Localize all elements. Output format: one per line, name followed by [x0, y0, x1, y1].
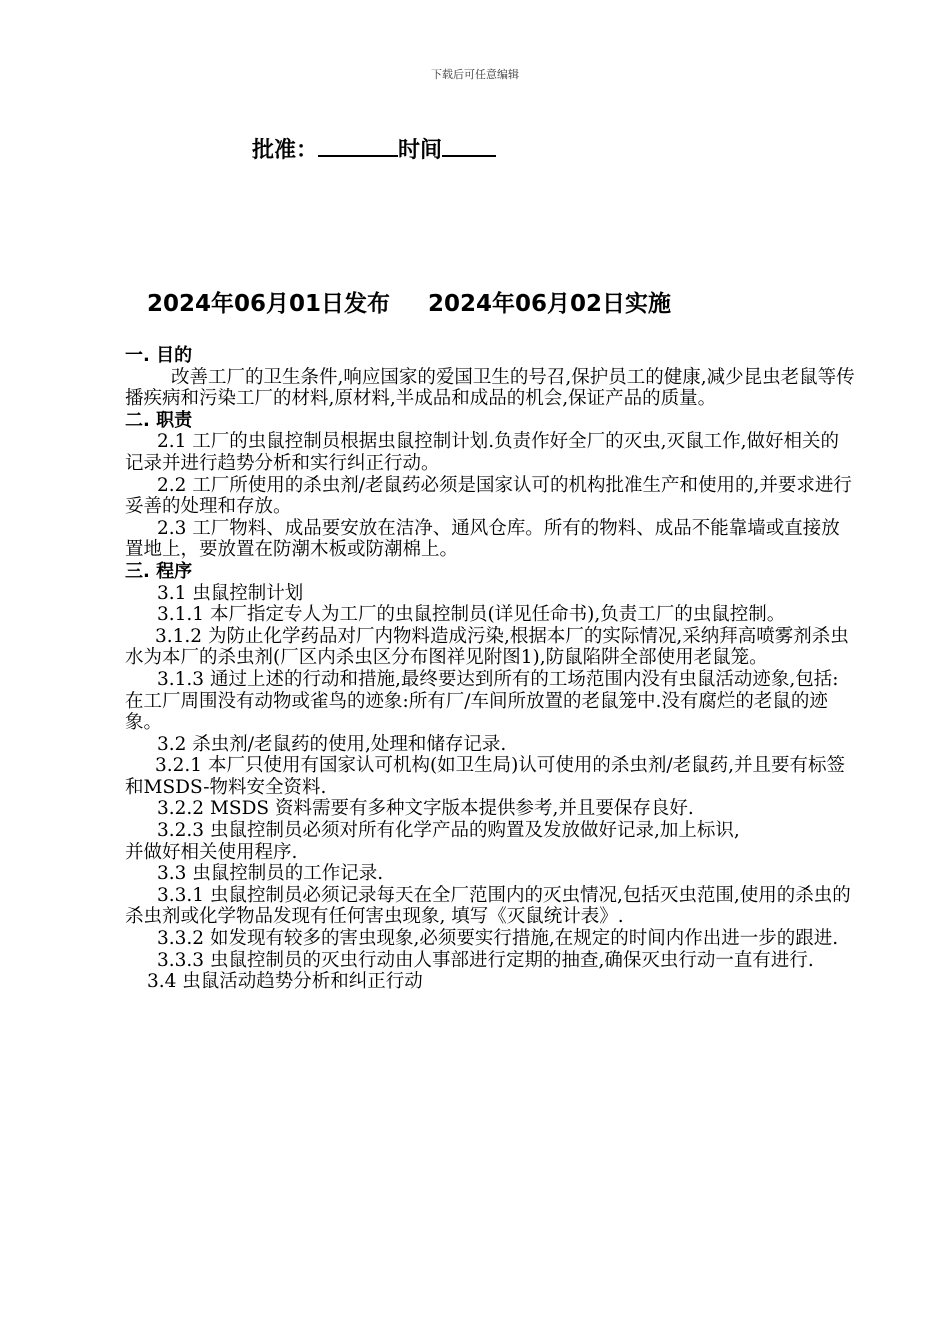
section-title-purpose: 一. 目的 — [125, 345, 193, 366]
paragraph-3-3-2: 3.3.2 如发现有较多的害虫现象,必须要实行措施,在规定的时间内作出进一步的跟进. — [157, 928, 839, 950]
approve-label: 批准： — [252, 138, 319, 163]
paragraph-3-4: 3.4 虫鼠活动趋势分析和纠正行动 — [147, 971, 423, 993]
paragraph-3-1-1: 3.1.1 本厂指定专人为工厂的虫鼠控制员(详见任命书),负责工厂的虫鼠控制。 — [157, 604, 786, 626]
paragraph-3-2-3-continued: 并做好相关使用程序. — [125, 841, 298, 863]
section-title-procedure: 三. 程序 — [125, 560, 193, 582]
section-title-duties: 二. 职责 — [125, 409, 193, 431]
paragraph-3-3-3: 3.3.3 虫鼠控制员的灭虫行动由人事部进行定期的抽查,确保灭虫行动一直有进行. — [157, 949, 814, 971]
paragraph-3-2-3: 3.2.3 虫鼠控制员必须对所有化学产品的购置及发放做好记录,加上标识, — [157, 820, 740, 842]
paragraph-2-3: 2.3 工厂物料、成品要安放在洁净、通风仓库。所有的物料、成品不能靠墙或直接放置地上，要放置在防潮木板或防潮棉上。 — [125, 517, 840, 561]
paragraph-2-2: 2.2 工厂所使用的杀虫剂/老鼠药必须是国家认可的机构批准生产和使用的,并要求进行妥善的处理和存放。 — [125, 474, 852, 518]
paragraph-3-1-2: 3.1.2 为防止化学药品对厂内物料造成污染,根据本厂的实际情况,采纳拜高喷雾剂杀虫水为本厂的杀虫剂(厂区内杀虫区分布图祥见附图1),防鼠陷阱全部使用老鼠笼。 — [125, 625, 849, 669]
paragraph-3-1: 3.1 虫鼠控制计划 — [157, 582, 304, 604]
approve-blank — [318, 135, 398, 157]
time-blank — [442, 135, 496, 157]
paragraph-3-2: 3.2 杀虫剂/老鼠药的使用,处理和储存记录. — [157, 733, 507, 755]
header-note: 下载后可任意编辑 — [431, 68, 519, 81]
publish-date: 2024年06月01日发布 — [147, 291, 391, 317]
date-line — [147, 285, 671, 318]
paragraph-3-3-1: 3.3.1 虫鼠控制员必须记录每天在全厂范围内的灭虫情况,包括灭虫范围,使用的杀虫的杀虫剂或化学物品发现有任何害虫现象, 填写《灭鼠统计表》. — [125, 884, 851, 928]
paragraph-3-2-2: 3.2.2 MSDS 资料需要有多种文字版本提供参考,并且要保存良好. — [157, 798, 694, 820]
document-body — [125, 345, 855, 993]
paragraph-purpose: 改善工厂的卫生条件,响应国家的爱国卫生的号召,保护员工的健康,减少昆虫老鼠等传播疾病和污染工厂的材料,原材料,半成品和成品的机会,保证产品的质量。 — [125, 366, 855, 410]
paragraph-3-1-3: 3.1.3 通过上述的行动和措施,最终要达到所有的工场范围内没有虫鼠活动迹象,包括:在工厂周围没有动物或雀鸟的迹象:所有厂/车间所放置的老鼠笼中.没有腐烂的老鼠的迹象。 — [125, 668, 839, 734]
implement-date: 2024年06月02日实施 — [428, 291, 672, 317]
approval-line — [252, 133, 496, 164]
paragraph-2-1: 2.1 工厂的虫鼠控制员根据虫鼠控制计划.负责作好全厂的灭虫,灭鼠工作,做好相关的记录并进行趋势分析和实行纠正行动。 — [125, 431, 839, 474]
paragraph-3-2-1: 3.2.1 本厂只使用有国家认可机构(如卫生局)认可使用的杀虫剂/老鼠药,并且要有标签和MSDS-物料安全资料. — [125, 755, 846, 798]
paragraph-3-3: 3.3 虫鼠控制员的工作记录. — [157, 863, 384, 885]
time-label: 时间 — [398, 138, 443, 163]
